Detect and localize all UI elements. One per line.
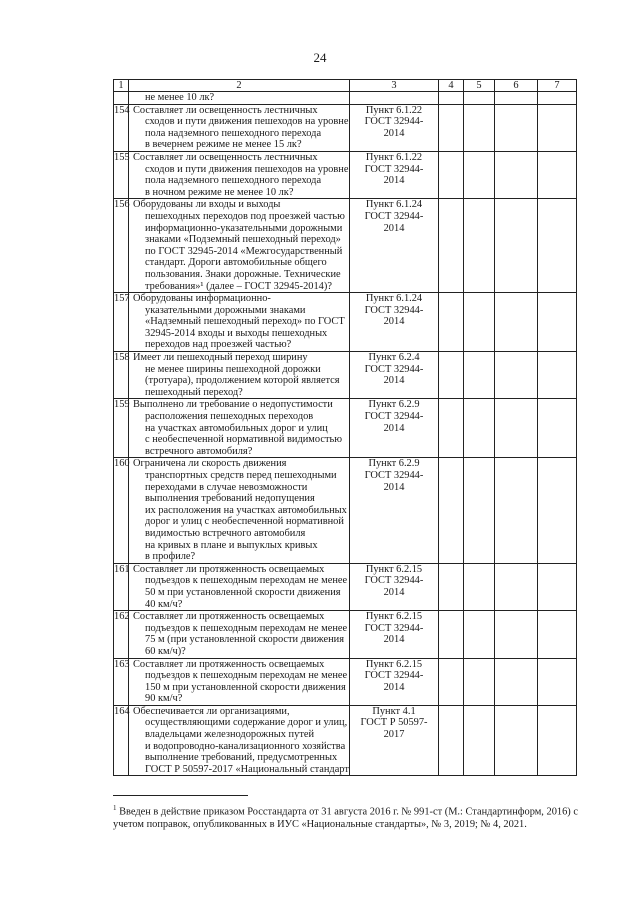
question-line: в профиле? <box>145 551 196 563</box>
question-line: требования»¹ (далее – ГОСТ 32945-2014)? <box>145 280 332 292</box>
reference-cell <box>350 611 439 658</box>
empty-cell <box>439 611 464 658</box>
empty-cell <box>538 458 577 563</box>
empty-cell <box>464 399 495 458</box>
question-line: знаками «Подземный пешеходный переход» <box>145 234 341 246</box>
empty-cell <box>439 151 464 198</box>
footnote <box>113 802 583 831</box>
reference-line: ГОСТ 32944- <box>364 304 424 316</box>
empty-cell <box>439 399 464 458</box>
question-line: сходов и пути движения пешеходов на уровне <box>145 163 349 175</box>
question-line: Ограничена ли скорость движения <box>133 458 287 470</box>
reference-line: ГОСТ 32944- <box>364 116 424 128</box>
question-line: сходов и пути движения пешеходов на уровне <box>145 116 349 128</box>
reference-line: ГОСТ 32944- <box>364 670 424 682</box>
question-line: встречного автомобиля? <box>145 445 253 457</box>
reference-cell <box>350 352 439 399</box>
reference-line: ГОСТ 32944- <box>364 363 424 375</box>
reference-line: 2014 <box>383 127 405 139</box>
question-line: видимостью встречного автомобиля <box>145 527 306 539</box>
question-line: выполнение требований, предусмотренных <box>145 752 338 764</box>
question-line: транспортных средств перед пешеходными <box>145 470 337 481</box>
question-line: пола надземного пешеходного перехода <box>145 127 322 139</box>
reference-line: 2014 <box>383 222 405 234</box>
empty-cell <box>538 611 577 658</box>
question-line: выполнения требований недопущения <box>145 493 315 505</box>
empty-cell <box>464 458 495 563</box>
empty-cell <box>538 199 577 293</box>
reference-line: Пункт 6.1.24 <box>365 293 423 305</box>
empty-cell <box>538 151 577 198</box>
empty-cell <box>439 658 464 705</box>
question-line: Составляет ли освещенность лестничных <box>133 104 318 116</box>
footnote-divider <box>113 795 248 796</box>
empty-cell <box>495 705 538 776</box>
reference-line: Пункт 4.1 <box>372 705 416 717</box>
row-number: 163 <box>114 658 129 705</box>
question-cell <box>129 611 350 658</box>
question-line: Составляет ли освещенность лестничных <box>133 151 318 163</box>
reference-cell <box>350 151 439 198</box>
reference-cell <box>350 458 439 563</box>
row-number: 159 <box>114 399 129 458</box>
reference-line: ГОСТ 32944- <box>364 575 424 587</box>
empty-cell <box>464 352 495 399</box>
reference-cell <box>350 104 439 151</box>
empty-cell <box>495 399 538 458</box>
question-line: пешеходный переход? <box>145 386 243 398</box>
empty-cell <box>495 151 538 198</box>
empty-cell <box>439 104 464 151</box>
empty-cell <box>439 293 464 352</box>
empty-cell <box>495 611 538 658</box>
question-line: на участках автомобильных дорог и улиц <box>145 422 328 434</box>
question-line: не менее ширины пешеходной дорожки <box>145 363 321 375</box>
table-row <box>114 199 577 293</box>
reference-line: Пункт 6.2.9 <box>368 399 420 411</box>
header-cell: 2 <box>129 80 350 92</box>
empty-cell <box>495 352 538 399</box>
question-cell <box>129 458 350 563</box>
row-number: 157 <box>114 293 129 352</box>
reference-line: 2014 <box>383 175 405 187</box>
question-line: переходами в случае невозможности <box>145 481 308 493</box>
question-line: в ночном режиме не менее 10 лк? <box>145 186 294 198</box>
question-line: Оборудованы ли входы и выходы <box>133 199 281 211</box>
question-line: Обеспечивается ли организациями, <box>133 705 290 717</box>
reference-line: Пункт 6.1.22 <box>365 151 423 163</box>
empty-cell <box>464 658 495 705</box>
empty-cell <box>464 705 495 776</box>
question-cell <box>129 399 350 458</box>
question-line: 50 м при установленной скорости движения <box>145 586 341 598</box>
question-line: Составляет ли протяженность освещаемых <box>133 658 325 670</box>
question-line: 32945-2014 входы и выходы пешеходных <box>145 327 328 339</box>
row-number: 158 <box>114 352 129 399</box>
header-cell: 5 <box>464 80 495 92</box>
question-line: указательными дорожными знаками <box>145 304 306 316</box>
question-line: Оборудованы информационно- <box>133 293 271 305</box>
empty-cell <box>464 199 495 293</box>
question-line: по ГОСТ 32945-2014 «Межгосударственный <box>145 245 343 257</box>
row-number: 162 <box>114 611 129 658</box>
row-number: 160 <box>114 458 129 563</box>
question-line: 60 км/ч)? <box>145 645 186 657</box>
reference-cell <box>350 658 439 705</box>
empty-cell <box>495 92 538 105</box>
question-line: Составляет ли протяженность освещаемых <box>133 611 325 623</box>
reference-line: Пункт 6.2.4 <box>368 352 420 364</box>
question-cell <box>129 92 350 105</box>
header-cell: 4 <box>439 80 464 92</box>
reference-line: 2017 <box>383 729 405 741</box>
question-cell <box>129 104 350 151</box>
header-cell: 7 <box>538 80 577 92</box>
row-number: 164 <box>114 705 129 776</box>
table-row <box>114 658 577 705</box>
row-number: 156 <box>114 199 129 293</box>
question-line: (тротуара), продолжением которой является <box>145 375 340 387</box>
empty-cell <box>439 563 464 610</box>
reference-line: Пункт 6.1.24 <box>365 199 423 211</box>
empty-cell <box>495 563 538 610</box>
question-line: не менее 10 лк? <box>145 92 215 103</box>
table-row <box>114 458 577 563</box>
question-line: их расположения на участках автомобильных <box>145 504 347 516</box>
question-line: подъездов к пешеходным переходам не менее <box>145 622 348 634</box>
checklist-table <box>113 79 577 776</box>
reference-line: Пункт 6.2.15 <box>365 658 423 670</box>
reference-cell <box>350 399 439 458</box>
header-row <box>114 80 577 92</box>
question-cell <box>129 293 350 352</box>
page-number: 24 <box>313 50 327 65</box>
reference-line: ГОСТ 32944- <box>364 210 424 222</box>
table-row <box>114 399 577 458</box>
question-line: 40 км/ч? <box>145 598 183 610</box>
reference-line: Пункт 6.1.22 <box>365 104 423 116</box>
question-line: в вечернем режиме не менее 15 лк? <box>145 139 302 151</box>
empty-cell <box>464 104 495 151</box>
reference-line: ГОСТ 32944- <box>364 411 424 423</box>
reference-line: Пункт 6.2.15 <box>365 563 423 575</box>
question-line: 90 км/ч? <box>145 693 183 705</box>
question-line: 75 м (при установленной скорости движения <box>145 634 345 646</box>
empty-cell <box>439 458 464 563</box>
question-line: Имеет ли пешеходный переход ширину <box>133 352 308 364</box>
question-cell <box>129 151 350 198</box>
reference-line: ГОСТ 32944- <box>364 163 424 175</box>
question-line: дорог и улиц с необеспеченной нормативной <box>145 516 344 528</box>
ref-cell <box>350 92 439 105</box>
question-line: с необеспеченной нормативной видимостью <box>145 434 342 446</box>
empty-cell <box>495 199 538 293</box>
table-row <box>114 705 577 776</box>
question-line: 150 м при установленной скорости движения <box>145 681 346 693</box>
reference-line: 2014 <box>383 681 405 693</box>
empty-cell <box>495 104 538 151</box>
header-cell: 1 <box>114 80 129 92</box>
question-cell <box>129 199 350 293</box>
empty-cell <box>464 151 495 198</box>
reference-line: ГОСТ Р 50597- <box>360 717 428 729</box>
empty-cell <box>439 705 464 776</box>
question-cell <box>129 705 350 776</box>
question-line: переходов над проезжей частью? <box>145 339 292 351</box>
empty-cell <box>439 352 464 399</box>
reference-cell <box>350 563 439 610</box>
empty-cell <box>464 563 495 610</box>
reference-cell <box>350 705 439 776</box>
table-row <box>114 151 577 198</box>
question-line: ГОСТ Р 50597-2017 «Национальный стандарт <box>145 763 349 775</box>
empty-cell <box>495 658 538 705</box>
question-line: стандарт. Дороги автомобильные общего <box>145 257 327 269</box>
empty-cell <box>538 399 577 458</box>
row-number: 155 <box>114 151 129 198</box>
reference-line: Пункт 6.2.15 <box>365 611 423 623</box>
empty-cell <box>495 293 538 352</box>
table-row <box>114 104 577 151</box>
header-cell: 3 <box>350 80 439 92</box>
question-cell <box>129 658 350 705</box>
question-line: на кривых в плане и выпуклых кривых <box>145 539 318 551</box>
reference-line: ГОСТ 32944- <box>364 622 424 634</box>
question-line: Составляет ли протяженность освещаемых <box>133 563 325 575</box>
empty-cell <box>538 104 577 151</box>
empty-cell <box>538 658 577 705</box>
row-number: 154 <box>114 104 129 151</box>
table-row <box>114 293 577 352</box>
reference-line: 2014 <box>383 586 405 598</box>
table-row <box>114 352 577 399</box>
empty-cell <box>538 92 577 105</box>
empty-cell <box>439 199 464 293</box>
question-cell <box>129 563 350 610</box>
reference-line: 2014 <box>383 375 405 387</box>
reference-line: 2014 <box>383 481 405 493</box>
reference-line: ГОСТ 32944- <box>364 470 424 481</box>
table-row <box>114 563 577 610</box>
empty-cell <box>538 563 577 610</box>
question-line: расположения пешеходных переходов <box>145 411 314 423</box>
question-line: пользования. Знаки дорожные. Технические <box>145 268 341 280</box>
empty-cell <box>464 611 495 658</box>
header-cell: 6 <box>495 80 538 92</box>
question-line: пешеходных переходов под проезжей частью <box>145 210 345 222</box>
empty-cell <box>464 293 495 352</box>
row-number: 161 <box>114 563 129 610</box>
question-line: подъездов к пешеходным переходам не менее <box>145 575 348 587</box>
empty-cell <box>439 92 464 105</box>
question-line: владельцами железнодорожных путей <box>145 729 315 741</box>
empty-cell <box>538 705 577 776</box>
question-line: «Надземный пешеходный переход» по ГОСТ <box>145 316 345 328</box>
reference-line: Пункт 6.2.9 <box>368 458 420 470</box>
num-cell <box>114 92 129 105</box>
table-row <box>114 611 577 658</box>
footnote-text: Введен в действие приказом Росстандарта от 31 августа 2016 г. № 991-ст (М.: Стандартинформ, 2016) с учетом поправок, опубликованных в ИУС «Национальные стандарты», № 3, 2019; № 4, 2021. <box>113 806 578 831</box>
question-cell <box>129 352 350 399</box>
continuation-row <box>114 92 577 105</box>
question-line: подъездов к пешеходным переходам не менее <box>145 670 348 682</box>
reference-line: 2014 <box>383 316 405 328</box>
question-line: пола надземного пешеходного перехода <box>145 175 322 187</box>
reference-line: 2014 <box>383 634 405 646</box>
reference-cell <box>350 199 439 293</box>
question-line: информационно-указательными дорожными <box>145 222 343 234</box>
empty-cell <box>538 352 577 399</box>
question-line: и водопроводно-канализационного хозяйства <box>145 740 346 752</box>
footnote-marker: 1 <box>113 804 117 812</box>
reference-cell <box>350 293 439 352</box>
empty-cell <box>495 458 538 563</box>
question-line: Выполнено ли требование о недопустимости <box>133 399 333 411</box>
question-line: осуществляющими содержание дорог и улиц, <box>145 717 348 729</box>
empty-cell <box>538 293 577 352</box>
reference-line: 2014 <box>383 422 405 434</box>
empty-cell <box>464 92 495 105</box>
